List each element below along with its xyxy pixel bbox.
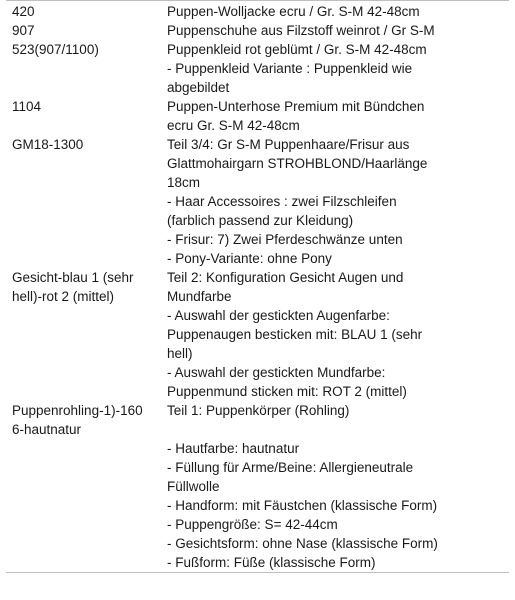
table-row-907 [6, 21, 509, 40]
description-line: - Pony-Variante: ohne Pony [167, 251, 332, 266]
description-line: Puppen-Unterhose Premium mit Bündchen [167, 99, 425, 114]
description-line: Glattmohairgarn STROHBLOND/Haarlänge [167, 156, 428, 171]
description-line: Puppen-Wolljacke ecru / Gr. S-M 42-48cm [167, 4, 420, 19]
table-row-gesicht [6, 268, 509, 401]
description-line: - Frisur: 7) Zwei Pferdeschwänze unten [167, 232, 403, 247]
table-row-523 [6, 40, 509, 97]
description-line: abgebildet [167, 80, 230, 95]
description-blank-line [167, 420, 501, 439]
description-line: - Haar Accessoires : zwei Filzschleifen [167, 194, 397, 209]
description-line: - Auswahl der gestickten Augenfarbe: [167, 308, 390, 323]
item-description [167, 268, 509, 401]
item-description [167, 21, 509, 40]
description-line: (farblich passend zur Kleidung) [167, 213, 354, 228]
description-line: Puppenkleid rot geblümt / Gr. S-M 42-48cm [167, 42, 427, 57]
item-description [167, 135, 509, 268]
description-line: Teil 3/4: Gr S-M Puppenhaare/Frisur aus [167, 137, 410, 152]
description-line: - Gesichtsform: ohne Nase (klassische Form) [167, 536, 438, 551]
description-line: Puppenaugen besticken mit: BLAU 1 (sehr [167, 327, 423, 342]
item-code: 420 [12, 4, 35, 19]
description-line: - Puppengröße: S= 42-44cm [167, 517, 338, 532]
description-line: hell) [167, 346, 193, 361]
table-row-puppenrohling [6, 401, 509, 572]
table-row-420 [6, 1, 509, 21]
description-line: Puppenschuhe aus Filzstoff weinrot / Gr S-M [167, 23, 435, 38]
item-code: Gesicht-blau 1 (sehr hell)-rot 2 (mittel) [12, 270, 134, 304]
item-description [167, 401, 509, 572]
description-line: - Füllung für Arme/Beine: Allergieneutrale [167, 460, 414, 475]
item-description [167, 1, 509, 21]
table-row-1104 [6, 97, 509, 135]
item-code: 907 [12, 23, 35, 38]
table-row-gm18-1300 [6, 135, 509, 268]
description-line: - Puppenkleid Variante : Puppenkleid wie [167, 61, 413, 76]
description-line: Mundfarbe [167, 289, 232, 304]
description-line: - Handform: mit Fäustchen (klassische Form) [167, 498, 438, 513]
description-line: - Fußform: Füße (klassische Form) [167, 555, 376, 570]
item-code: 523(907/1100) [12, 42, 99, 57]
description-line: ecru Gr. S-M 42-48cm [167, 118, 300, 133]
description-line: Teil 1: Puppenkörper (Rohling) [167, 403, 350, 418]
description-line: - Hautfarbe: hautnatur [167, 441, 300, 456]
description-line: Füllwolle [167, 479, 220, 494]
order-items-table [6, 0, 509, 573]
description-line: 18cm [167, 175, 201, 190]
item-description [167, 40, 509, 97]
description-line: - Auswahl der gestickten Mundfarbe: [167, 365, 386, 380]
item-code: 1104 [12, 99, 42, 114]
item-code: Puppenrohling-1)-160 6-hautnatur [12, 403, 143, 437]
item-code: GM18-1300 [12, 137, 84, 152]
description-line: Puppenmund sticken mit: ROT 2 (mittel) [167, 384, 407, 399]
item-description [167, 97, 509, 135]
description-line: Teil 2: Konfiguration Gesicht Augen und [167, 270, 404, 285]
